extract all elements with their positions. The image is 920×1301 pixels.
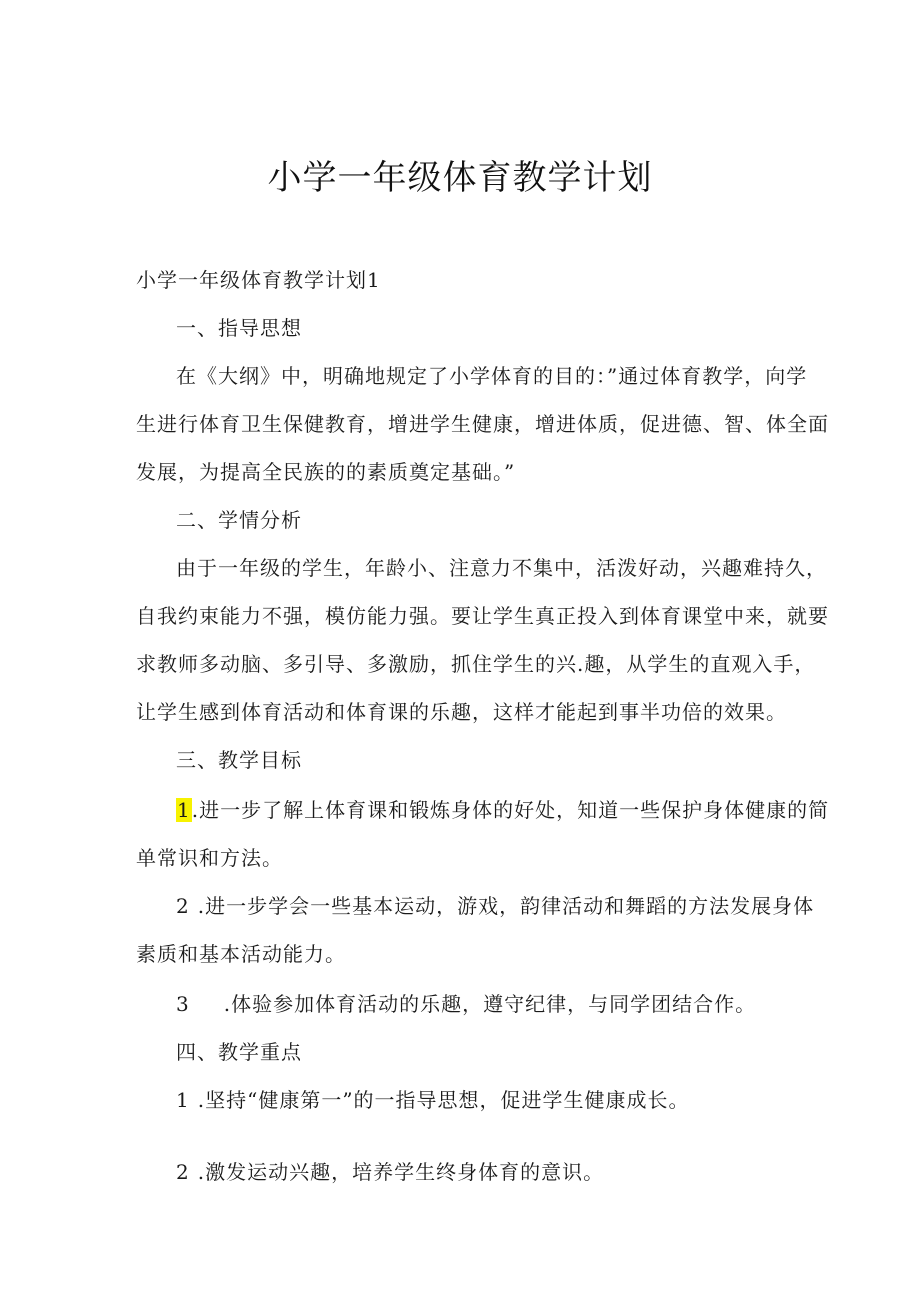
goal-item-3 [176,990,756,1018]
goal-item-2 [176,892,814,920]
paragraph-line: 在《大纲》中，明确地规定了小学体育的目的：”通过体育教学，向学 [176,364,808,388]
paragraph-line: 让学生感到体育活动和体育课的乐趣，这样才能起到事半功倍的效果。 [136,700,787,724]
goal-item-1 [176,796,829,824]
goal-item-2-text: .进一步学会一些基本运动，游戏，韵律活动和舞蹈的方法发展身体 [197,894,815,918]
focus-item-2-text: .激发运动兴趣，培养学生终身体育的意识。 [197,1160,605,1184]
goal-item-2-number: 2 [176,894,190,918]
goal-item-3-text: .体验参加体育活动的乐趣，遵守纪律，与同学团结合作。 [223,992,757,1016]
focus-item-2-number: 2 [176,1160,190,1184]
goal-item-3-number: 3 [176,992,190,1016]
section-heading-guiding-thought: 一、指导思想 [176,316,302,340]
section-heading-teaching-goals: 三、教学目标 [176,748,302,772]
focus-item-2 [176,1158,604,1186]
section-heading-teaching-focus: 四、教学重点 [176,1040,302,1064]
paragraph-line: 素质和基本活动能力。 [136,942,346,966]
goal-item-1-text: .进一步了解上体育课和锻炼身体的好处，知道一些保护身体健康的简 [191,798,830,822]
section-heading-student-analysis: 二、学情分析 [176,508,302,532]
paragraph-line: 自我约束能力不强，模仿能力强。要让学生真正投入到体育课堂中来，就要 [136,604,829,628]
document-title: 小学一年级体育教学计划 [267,158,653,198]
paragraph-line: 求教师多动脑、多引导、多激励，抓住学生的兴.趣，从学生的直观入手， [136,652,816,676]
paragraph-line: 单常识和方法。 [136,846,283,870]
focus-item-1 [176,1086,690,1114]
paragraph-line: 发展，为提高全民族的的素质奠定基础。” [136,460,516,484]
focus-item-1-text: .坚持“健康第一”的一指导思想，促进学生健康成长。 [197,1088,690,1112]
focus-item-1-number: 1 [176,1088,190,1112]
highlighted-number: 1 [177,798,191,822]
paragraph-line: 由于一年级的学生，年龄小、注意力不集中，活泼好动，兴趣难持久， [176,556,827,580]
subtitle: 小学一年级体育教学计划1 [136,268,381,292]
paragraph-line: 生进行体育卫生保健教育，增进学生健康，增进体质，促进德、智、体全面 [136,412,829,436]
